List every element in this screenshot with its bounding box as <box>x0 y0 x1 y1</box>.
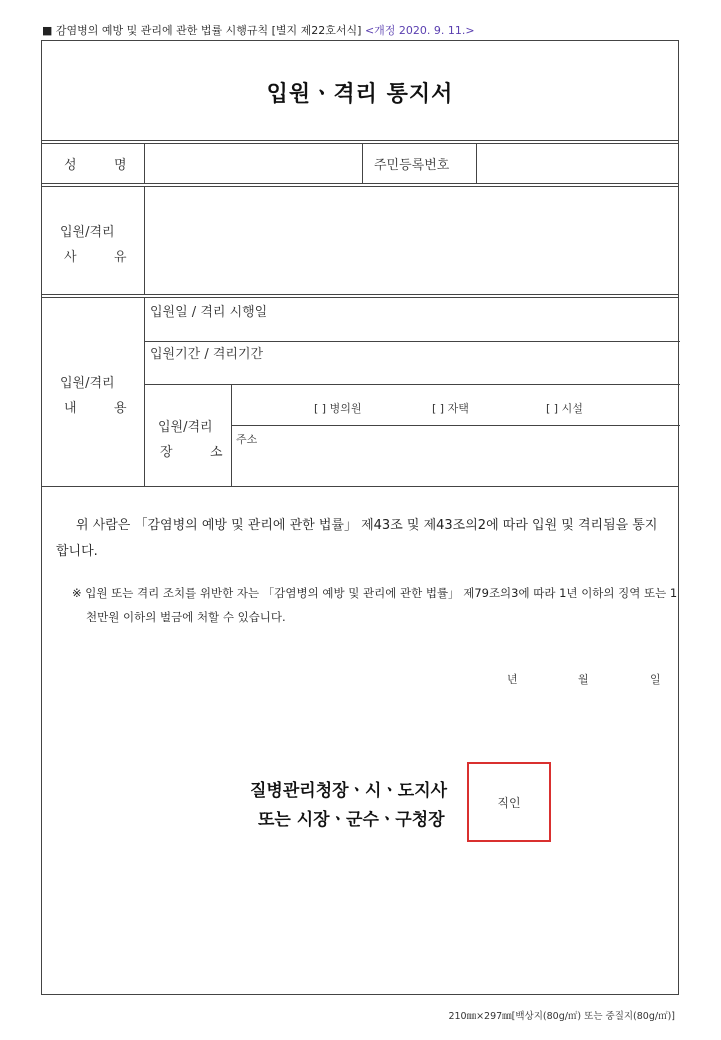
date-year: 년 <box>507 673 518 686</box>
option-facility[interactable]: [ ] 시설 <box>546 402 583 415</box>
divider <box>42 140 678 144</box>
divider <box>42 294 678 298</box>
details-label-2b: 용 <box>114 401 127 416</box>
cell-border <box>362 144 363 183</box>
details-label-1: 입원/격리 <box>60 376 115 391</box>
reason-label-2a: 사 <box>64 250 77 265</box>
cell-border <box>476 144 477 183</box>
address-label: 주소 <box>236 433 258 446</box>
cell-border <box>144 187 145 294</box>
place-label-2b: 소 <box>210 445 223 460</box>
cell-border <box>144 384 680 385</box>
notice-text: 위 사람은 「감염병의 예방 및 관리에 관한 법률」 제43조 및 제43조의2에 따라 입원 및 격리됨을 통지합니다. <box>56 518 658 559</box>
official-seal-box <box>467 762 551 842</box>
admission-period-label: 입원기간 / 격리기간 <box>150 347 264 362</box>
cell-border <box>144 144 145 183</box>
issuer-line-2: 또는 시장ㆍ군수ㆍ구청장 <box>258 810 445 830</box>
reason-label-2b: 유 <box>114 250 127 265</box>
date-month: 월 <box>578 673 589 686</box>
date-day: 일 <box>650 673 661 686</box>
place-label-2a: 장 <box>160 445 173 460</box>
name-label-2: 명 <box>114 158 127 173</box>
seal-label: 직인 <box>497 796 521 810</box>
reason-label-1: 입원/격리 <box>60 225 115 240</box>
cell-border <box>231 384 232 486</box>
option-home[interactable]: [ ] 자택 <box>432 402 469 415</box>
resident-id-label: 주민등록번호 <box>374 158 450 173</box>
cell-border <box>144 298 145 486</box>
details-label-2a: 내 <box>64 401 77 416</box>
header-prefix: ■ 감염병의 예방 및 관리에 관한 법률 시행규칙 [별지 제22호서식] <box>42 24 365 37</box>
name-label-1: 성 <box>64 158 77 173</box>
notice-form <box>41 40 679 995</box>
divider <box>42 486 678 487</box>
admission-date-label: 입원일 / 격리 시행일 <box>150 305 268 320</box>
place-label-1: 입원/격리 <box>158 420 213 435</box>
revision-date: <개정 2020. 9. 11.> <box>364 24 475 37</box>
warning-text: ※ 입원 또는 격리 조치를 위반한 자는 「감염병의 예방 및 관리에 관한 법률」 제79조의3에 따라 1년 이하의 징역 또는 1천만원 이하의 벌금에 처할 수 있습니다. <box>72 586 678 624</box>
form-header <box>42 22 475 38</box>
form-title: 입원ㆍ격리 통지서 <box>266 82 454 107</box>
issuer-line-1: 질병관리청장ㆍ시ㆍ도지사 <box>250 781 448 801</box>
cell-border <box>231 425 680 426</box>
cell-border <box>144 341 680 342</box>
option-hospital[interactable]: [ ] 병의원 <box>314 402 362 415</box>
divider <box>42 183 678 187</box>
paper-spec: 210㎜×297㎜[백상지(80g/㎡) 또는 중질지(80g/㎡)] <box>448 1011 675 1022</box>
